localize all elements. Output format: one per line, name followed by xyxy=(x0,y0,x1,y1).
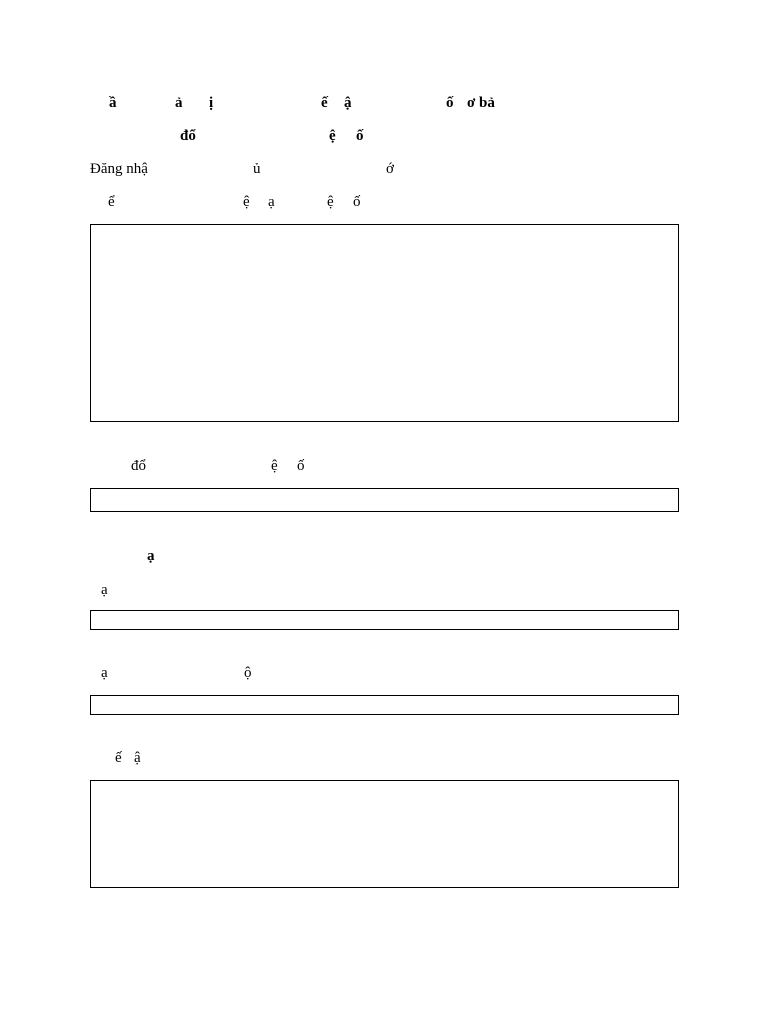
heading-fragment: ế xyxy=(321,95,328,111)
subtitle-fragment: ố xyxy=(353,194,361,210)
login-text-fragment: ớ xyxy=(386,161,394,177)
label-fragment: ậ xyxy=(134,750,141,766)
login-text-fragment: ủ xyxy=(253,161,261,177)
label-fragment: ộ xyxy=(244,665,252,681)
heading-fragment: ệ xyxy=(329,128,336,144)
field-label-a: ạ xyxy=(101,582,108,598)
label-fragment: ế xyxy=(115,750,122,766)
heading-fragment: ơ bả xyxy=(467,95,495,111)
heading-fragment: đổ xyxy=(180,128,196,144)
heading-fragment: ố xyxy=(356,128,364,144)
subtitle-fragment: ệ xyxy=(243,194,250,210)
subtitle-fragment: ể xyxy=(108,194,115,210)
label-fragment: ố xyxy=(297,458,305,474)
subtitle-fragment: ệ xyxy=(327,194,334,210)
label-fragment: đổ xyxy=(131,458,146,474)
label-fragment: ệ xyxy=(271,458,278,474)
input-field-1[interactable] xyxy=(90,488,679,512)
heading-fragment: ầ xyxy=(109,95,117,111)
heading-fragment: ậ xyxy=(344,95,352,111)
login-text-fragment: Đăng nhậ xyxy=(90,161,148,177)
input-field-3[interactable] xyxy=(90,695,679,715)
heading-fragment: ị xyxy=(209,95,214,111)
section-2-heading: ạ xyxy=(147,548,155,564)
label-fragment: ạ xyxy=(101,665,108,681)
input-field-2[interactable] xyxy=(90,610,679,630)
text-area-2[interactable] xyxy=(90,780,679,888)
text-area-1[interactable] xyxy=(90,224,679,422)
subtitle-fragment: ạ xyxy=(268,194,275,210)
heading-fragment: ố xyxy=(446,95,454,111)
heading-fragment: ả xyxy=(175,95,183,111)
